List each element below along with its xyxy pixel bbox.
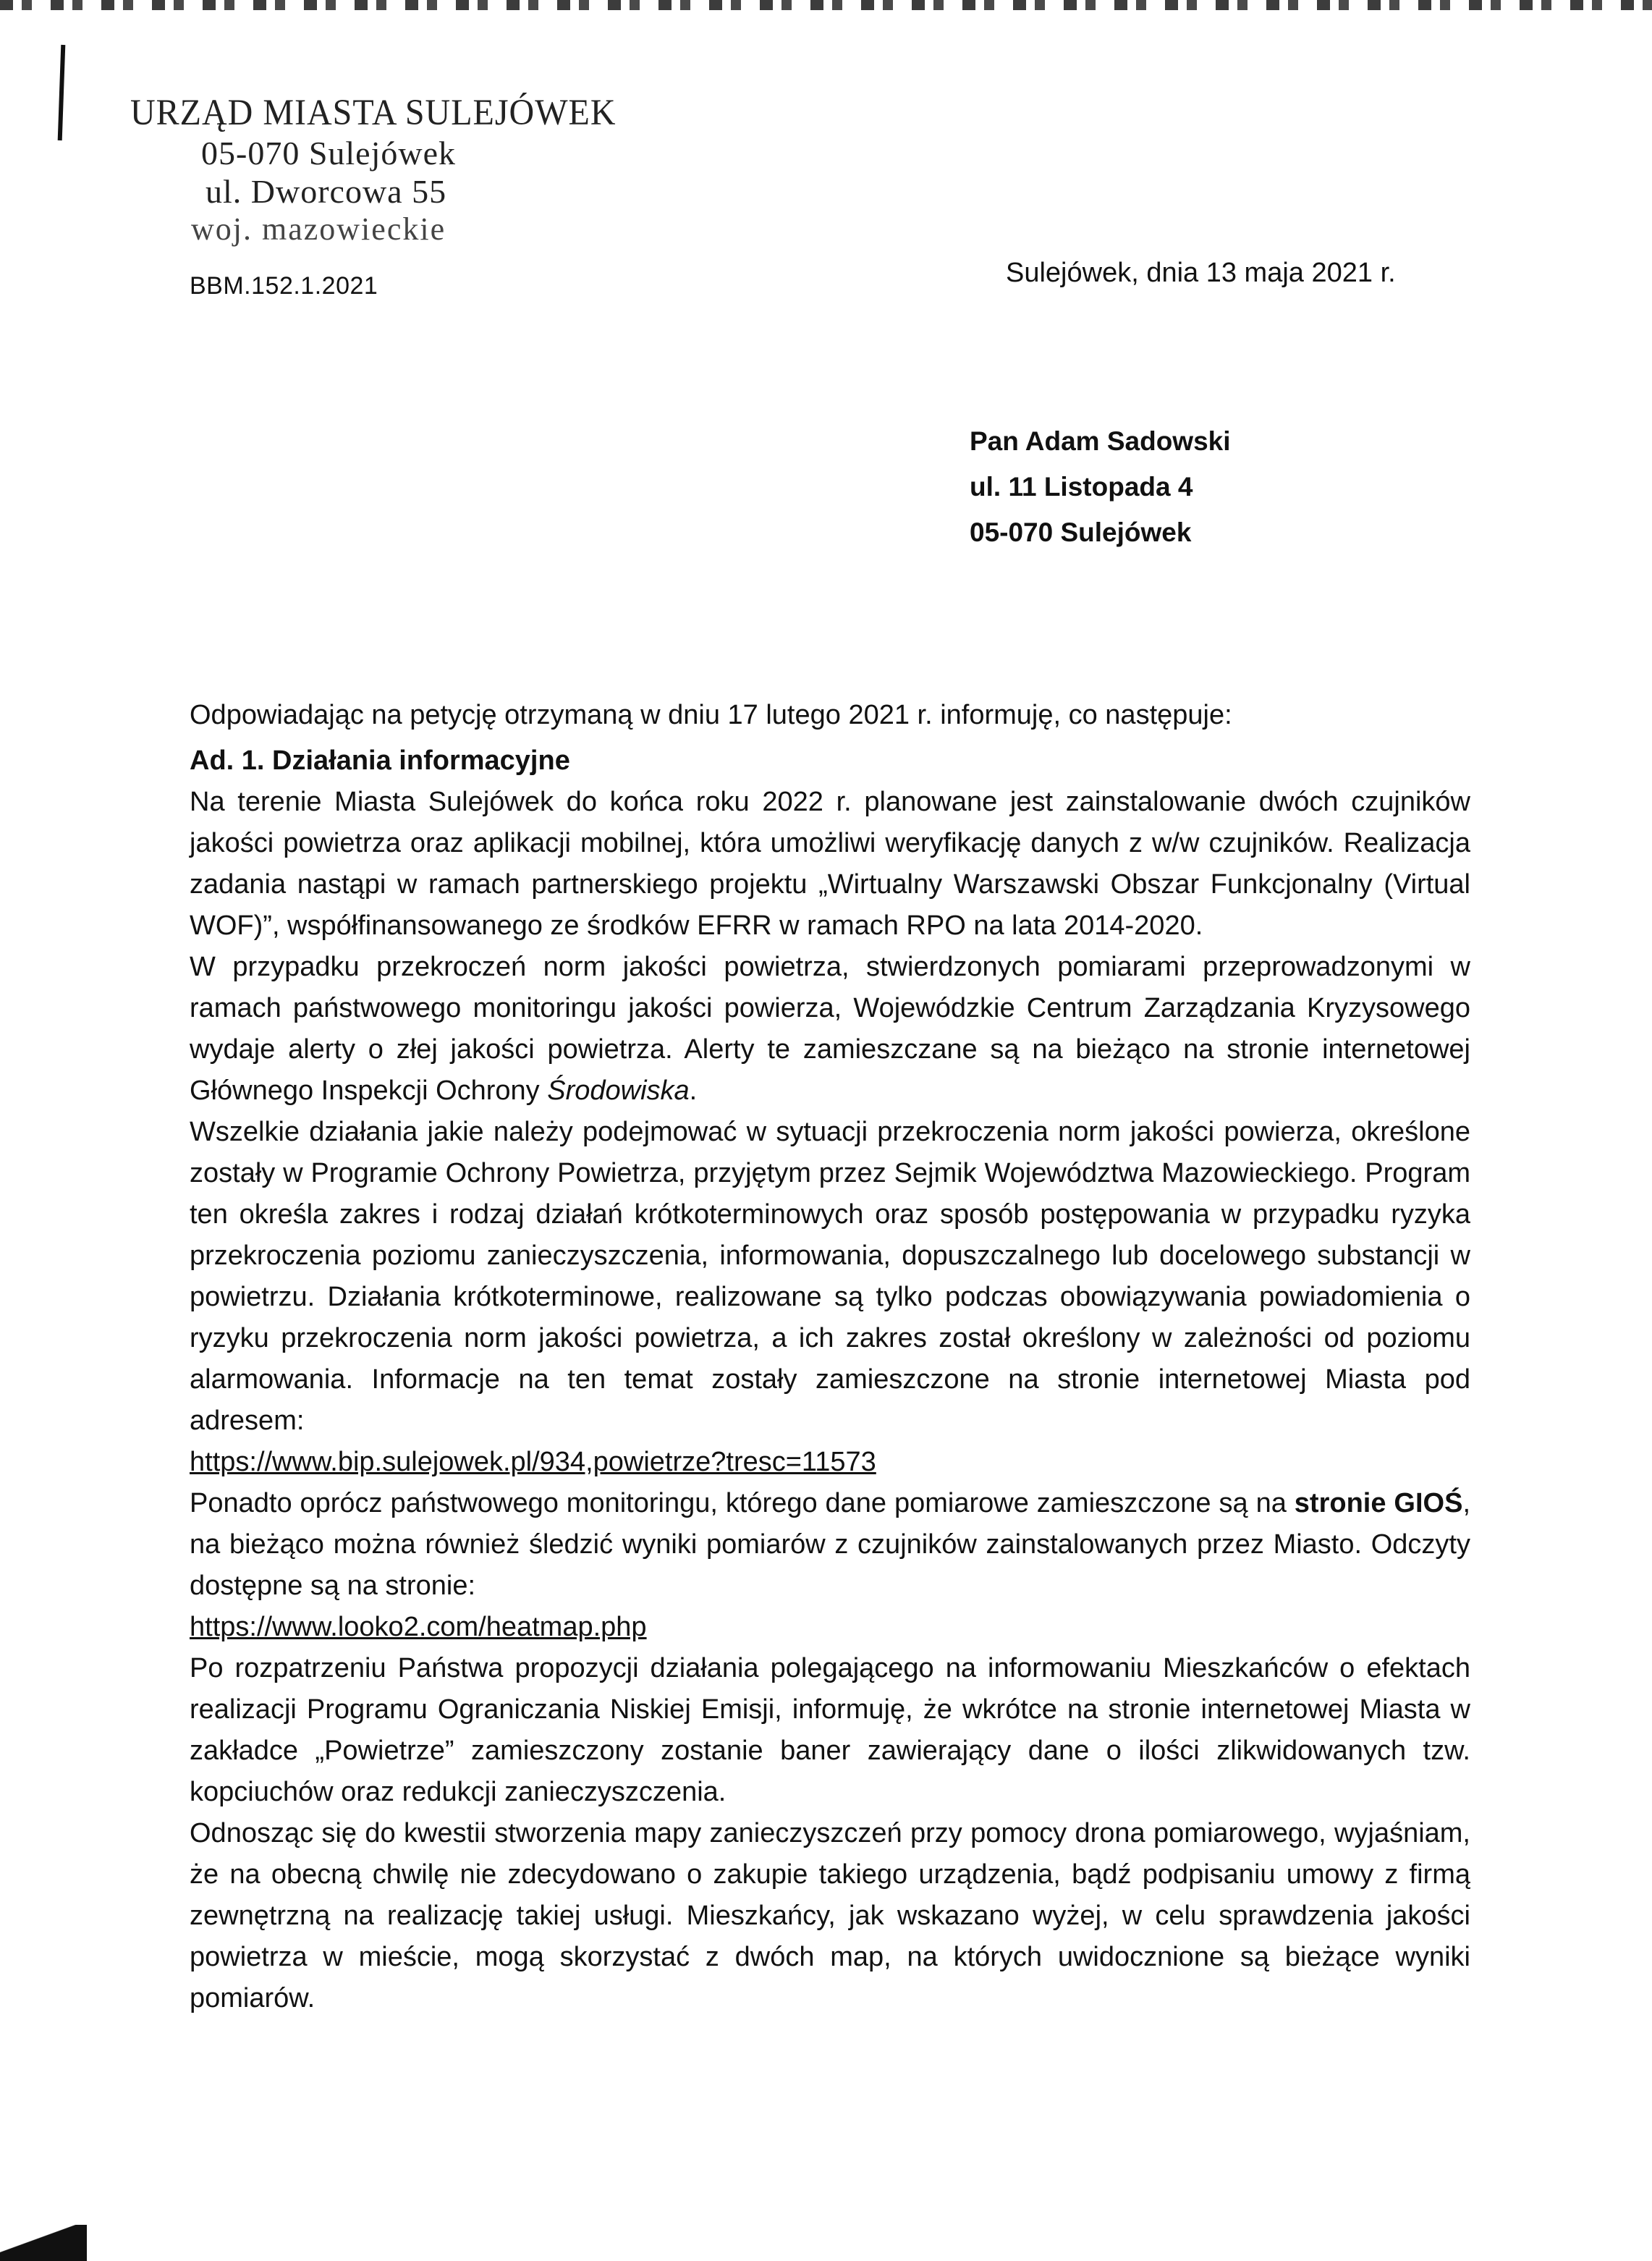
paragraph-alerts-text: W przypadku przekroczeń norm jakości powietrza, stwierdzonych pomiarami przeprowadzonymi w ramach państwowego monitoringu jakości powierza, Wojewódzkie Centrum Zarządzania Kryzysowego wydaje alerty o złej jakości powietrza. Alerty te zamieszczane są na bieżąco na stronie internetowej Głównego Inspekcji Ochrony [190,952,1470,1106]
section-heading: Ad. 1. Działania informacyjne [190,745,570,776]
paragraph-banner: Po rozpatrzeniu Państwa propozycji działania polegającego na informowaniu Mieszkańców o efektach realizacji Programu Ograniczania Niskiej Emisji, informuję, że wkrótce na stronie internetowej Miasta w zakładce „Powietrze” zamieszczony zostanie baner zawierający dane o ilości zlikwidowanych tzw. kopciuchów oraz redukcji zanieczyszczenia. [190,1653,1470,1807]
stamp-street: ul. Dworcowa 55 [206,173,447,210]
reference-number: BBM.152.1.2021 [190,272,378,300]
paragraph-monitoring-bold: stronie GIOŚ [1294,1488,1463,1518]
recipient-address [970,418,1231,555]
bip-link[interactable]: https://www.bip.sulejowek.pl/934,powietrze?tresc=11573 [190,1447,876,1477]
office-stamp [130,93,616,248]
recipient-name: Pan Adam Sadowski [970,426,1231,456]
letter-date: Sulejówek, dnia 13 maja 2021 r. [1006,258,1396,288]
paragraph-alerts-italic: Środowiska [547,1075,690,1106]
paragraph-sensors: Na terenie Miasta Sulejówek do końca roku 2022 r. planowane jest zainstalowanie dwóch czujników jakości powietrza oraz aplikacji mobilnej, która umożliwi weryfikację danych z w/w czujników. Realizacja zadania nastąpi w ramach partnerskiego projektu „Wirtualny Warszawski Obszar Funkcjonalny (Virtual WOF)”, współfinansowanego ze środków EFRR w ramach RPO na lata 2014-2020. [190,787,1470,941]
stamp-postal-code: 05-070 Sulejówek [201,135,457,172]
paragraph-alerts-end: . [689,1075,698,1106]
heatmap-link[interactable]: https://www.looko2.com/heatmap.php [190,1612,647,1642]
paragraph-program: Wszelkie działania jakie należy podejmować w sytuacji przekroczenia norm jakości powierza, określone zostały w Programie Ochrony Powietrza, przyjętym przez Sejmik Województwa Mazowieckiego. Program ten określa zakres i rodzaj działań krótkoterminowych oraz sposób postępowania w przypadku ryzyka przekroczenia poziomu zanieczyszczenia, informowania, dopuszczalnego lub docelowego substancji w powietrzu. Działania krótkoterminowe, realizowane są tylko podczas obowiązywania powiadomienia o ryzyku przekroczenia norm jakości powietrza, a ich zakres został określony w zależności od poziomu alarmowania. Informacje na ten temat zostały zamieszczone na stronie internetowej Miasta pod adresem: [190,1117,1470,1436]
margin-mark [58,45,66,140]
paragraph-drone: Odnosząc się do kwestii stworzenia mapy zanieczyszczeń przy pomocy drona pomiarowego, wyjaśniam, że na obecną chwilę nie zdecydowano o zakupie takiego urządzenia, bądź podpisaniu umowy z firmą zewnętrzną na realizację takiej usługi. Mieszkańcy, jak wskazano wyżej, w celu sprawdzenia jakości powietrza w mieście, mogą skorzystać z dwóch map, na których uwidocznione są bieżące wyniki pomiarów. [190,1818,1470,2013]
letter-body [190,695,1470,2019]
paragraph-alerts [190,947,1470,1112]
paragraph-monitoring-text: Ponadto oprócz państwowego monitoringu, którego dane pomiarowe zamieszczone są na [190,1488,1295,1518]
paragraph-monitoring [190,1483,1470,1607]
recipient-city: 05-070 Sulejówek [970,517,1192,547]
paragraph-monitoring-rest: , na bieżąco można również śledzić wyniki pomiarów z czujników zainstalowanych przez Miasto. Odczyty dostępne są na stronie: [190,1488,1470,1601]
stamp-voivodeship: woj. mazowieckie [191,211,446,247]
intro-paragraph: Odpowiadając na petycję otrzymaną w dniu 17 lutego 2021 r. informuję, co następuje: [190,700,1232,730]
scan-edge-bottom [0,2225,87,2261]
stamp-office-name: URZĄD MIASTA SULEJÓWEK [130,92,617,133]
scan-edge-top [0,0,1652,10]
recipient-street: ul. 11 Listopada 4 [970,472,1193,502]
